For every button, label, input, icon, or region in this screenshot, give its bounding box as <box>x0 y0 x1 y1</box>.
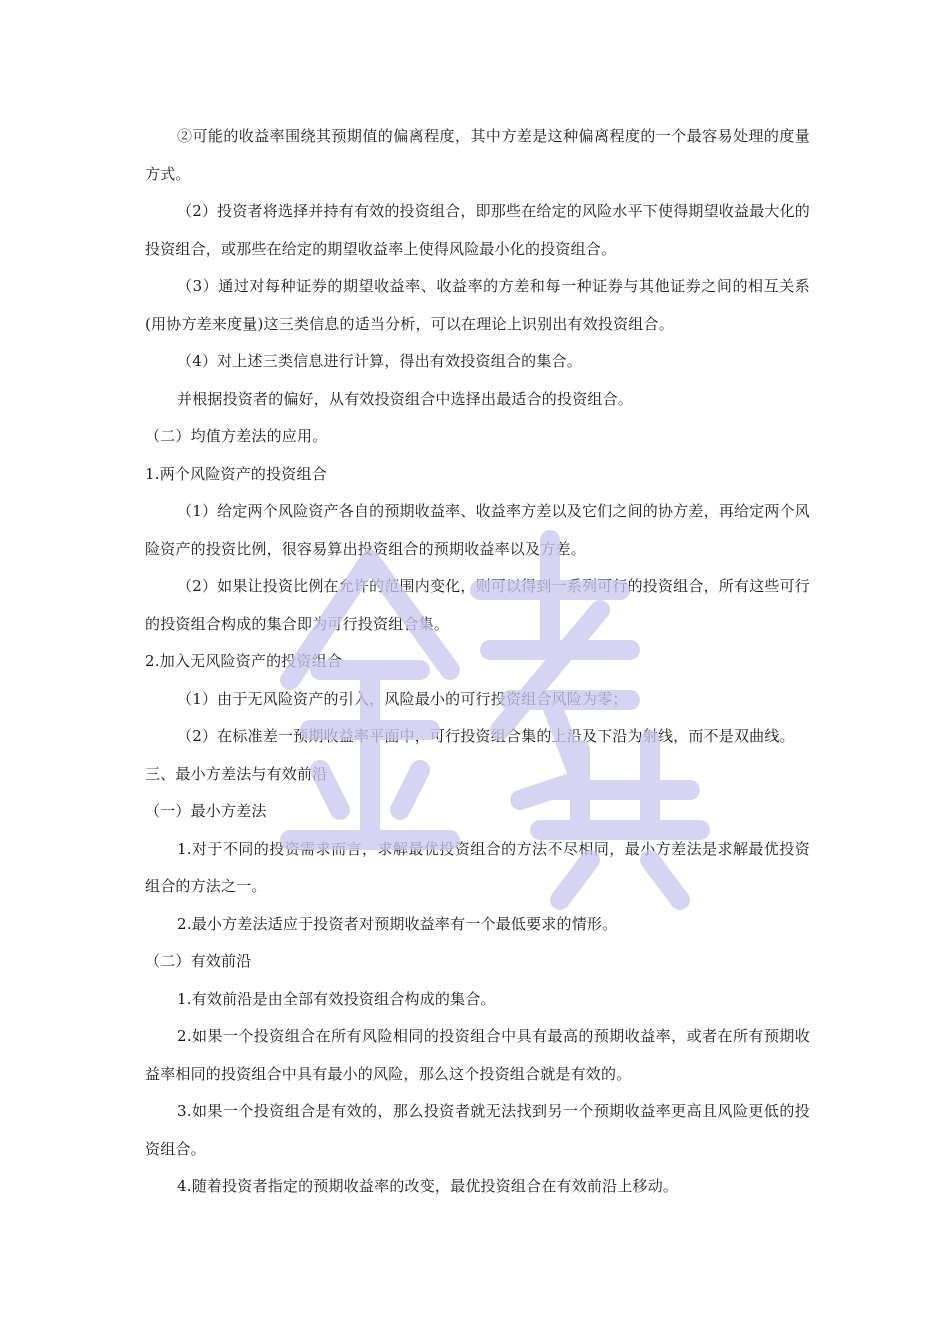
subheading-min-variance: （一）最小方差法 <box>145 802 267 820</box>
paragraph-variance-definition: ②可能的收益率围绕其预期值的偏离程度，其中方差是这种偏离程度的一个最容易处理的度量方式。 <box>145 127 810 183</box>
paragraph-min-variance-point-2: 2.最小方差法适应于投资者对预期收益率有一个最低要求的情形。 <box>177 914 618 933</box>
paragraph-frontier-point-2: 2.如果一个投资组合在所有风险相同的投资组合中具有最高的预期收益率，或者在所有预期收益率相同的投资组合中具有最小的风险，那么这个投资组合就是有效的。 <box>145 1027 810 1083</box>
paragraph-two-assets-point-1: （1）给定两个风险资产各自的预期收益率、收益率方差以及它们之间的协方差，再给定两个风险资产的投资比例，很容易算出投资组合的预期收益率以及方差。 <box>145 502 810 558</box>
subheading-risk-free-asset: 2.加入无风险资产的投资组合 <box>145 652 343 670</box>
section-heading-min-variance-efficient-frontier: 三、最小方差法与有效前沿 <box>145 764 328 783</box>
section-heading-mean-variance-application: （二）均值方差法的应用。 <box>145 427 328 445</box>
paragraph-min-variance-point-1: 1.对于不同的投资需求而言，求解最优投资组合的方法不尽相同，最小方差法是求解最优投资组合的方法之一。 <box>145 839 810 895</box>
paragraph-point-3-analysis: （3）通过对每种证券的期望收益率、收益率的方差和每一种证券与其他证券之间的相互关系(用协方差来度量)这三类信息的适当分析，可以在理论上识别出有效投资组合。 <box>145 277 810 333</box>
paragraph-frontier-point-3: 3.如果一个投资组合是有效的，那么投资者就无法找到另一个预期收益率更高且风险更低的投资组合。 <box>145 1102 810 1158</box>
subheading-efficient-frontier: （二）有效前沿 <box>145 952 252 970</box>
subheading-two-risky-assets: 1.两个风险资产的投资组合 <box>145 464 327 483</box>
paragraph-frontier-point-1: 1.有效前沿是由全部有效投资组合构成的集合。 <box>177 989 496 1008</box>
paragraph-frontier-point-4: 4.随着投资者指定的预期收益率的改变，最优投资组合在有效前沿上移动。 <box>177 1177 679 1195</box>
paragraph-two-assets-point-2: （2）如果让投资比例在允许的范围内变化，则可以得到一系列可行的投资组合，所有这些可行的投资组合构成的集合即为可行投资组合集。 <box>145 577 810 633</box>
document-body <box>145 118 810 1206</box>
paragraph-risk-free-point-1: （1）由于无风险资产的引入，风险最小的可行投资组合风险为零； <box>177 689 628 708</box>
paragraph-point-2-efficient-portfolio: （2）投资者将选择并持有有效的投资组合，即那些在给定的风险水平下使得期望收益最大化的投资组合，或那些在给定的期望收益率上使得风险最小化的投资组合。 <box>145 202 810 258</box>
paragraph-investor-preference: 并根据投资者的偏好，从有效投资组合中选择出最适合的投资组合。 <box>177 389 634 408</box>
paragraph-risk-free-point-2: （2）在标准差一预期收益率平面中，可行投资组合集的上沿及下沿为射线，而不是双曲线。 <box>177 727 795 745</box>
paragraph-point-4-calculation: （4）对上述三类信息进行计算，得出有效投资组合的集合。 <box>177 352 582 370</box>
